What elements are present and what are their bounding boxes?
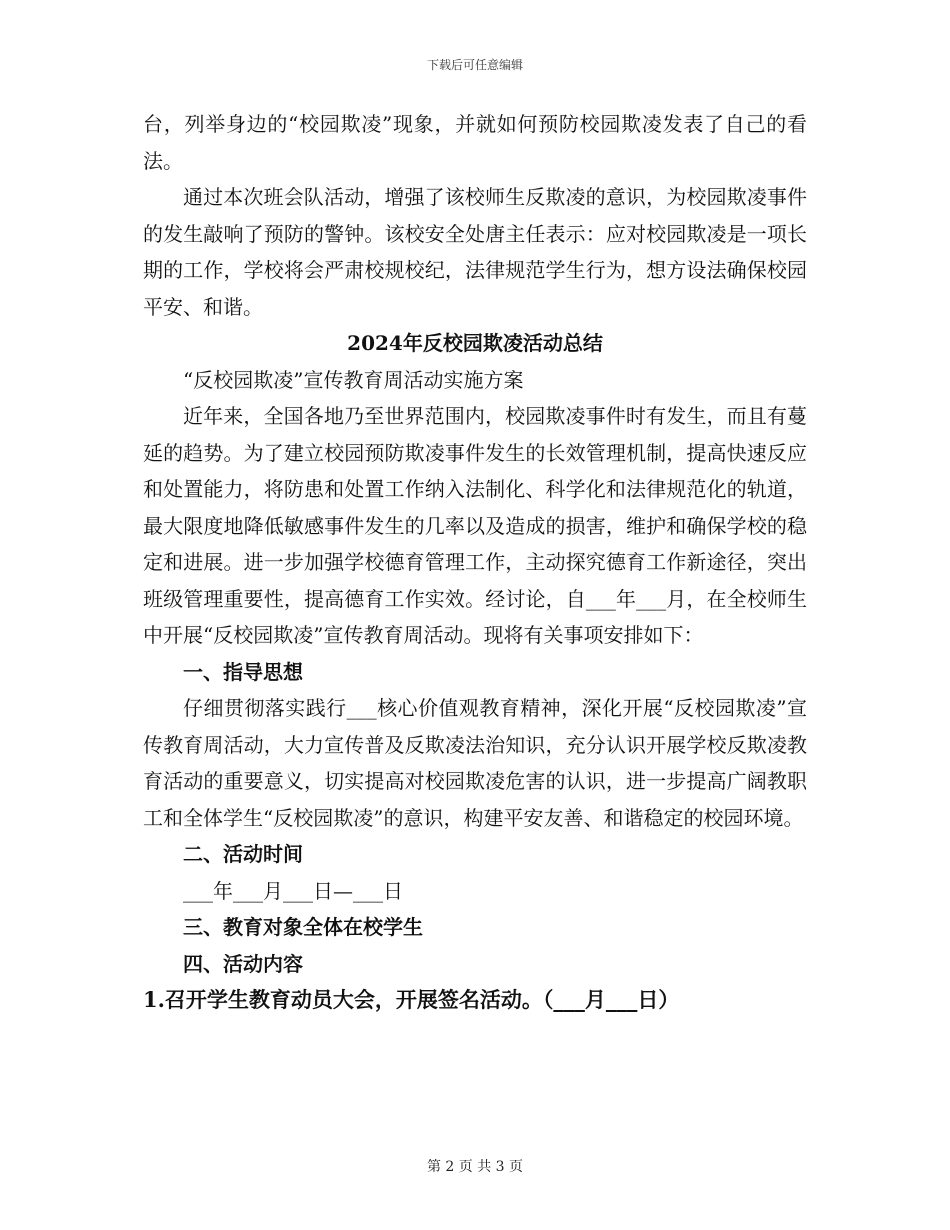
document-body xyxy=(143,106,807,1019)
activity-date-line: ___年___月___日—___日 xyxy=(183,878,403,903)
document-subtitle: “反校园欺凌”宣传教育周活动实施方案 xyxy=(183,367,524,392)
page-header: 下载后可任意编辑 xyxy=(426,58,523,72)
activity-item-1: 1.召开学生教育动员大会，开展签名活动。（___月___日） xyxy=(143,987,680,1012)
document-title: 2024年反校园欺凌活动总结 xyxy=(347,331,603,355)
paragraph-continuation: 台，列举身边的“校园欺凌”现象，并就如何预防校园欺凌发表了自己的看法。 xyxy=(143,112,807,173)
section-heading-activity-time: 二、活动时间 xyxy=(183,842,303,866)
page-footer: 第 2 页 共 3 页 xyxy=(426,1159,524,1175)
section-heading-activity-content: 四、活动内容 xyxy=(183,951,303,976)
paragraph-intro: 近年来，全国各地乃至世界范围内，校园欺凌事件时有发生，而且有蔓延的趋势。为了建立校园预防欺凌事件发生的长效管理机制，提高快速反应和处置能力，将防患和处置工作纳入法制化、科学化和法律规范化的轨道，最大限度地降低敏感事件发生的几率以及造成的损害，维护和确保学校的稳定和进展。进一步加强学校德育管理工作，主动探究德育工作新途径，突出班级管理重要性，提高德育工作实效。经讨论，自___年___月，在全校师生中开展“反校园欺凌”宣传教育周活动。现将有关事项安排如下： xyxy=(143,404,807,647)
paragraph-guiding-thought: 仔细贯彻落实践行___核心价值观教育精神，深化开展“反校园欺凌”宣传教育周活动，大力宣传普及反欺凌法治知识，充分认识开展学校反欺凌教育活动的重要意义，切实提高对校园欺凌危害的认识，进一步提高广阔教职工和全体学生“反校园欺凌”的意识，构建平安友善、和谐稳定的校园环境。 xyxy=(143,696,807,830)
section-heading-guiding-thought: 一、指导思想 xyxy=(183,659,303,684)
paragraph-summary: 通过本次班会队活动，增强了该校师生反欺凌的意识，为校园欺凌事件的发生敲响了预防的警钟。该校安全处唐主任表示：应对校园欺凌是一项长期的工作，学校将会严肃校规校纪，法律规范学生行为，想方设法确保校园平安、和谐。 xyxy=(143,185,807,319)
section-heading-education-target: 三、教育对象全体在校学生 xyxy=(183,915,423,939)
